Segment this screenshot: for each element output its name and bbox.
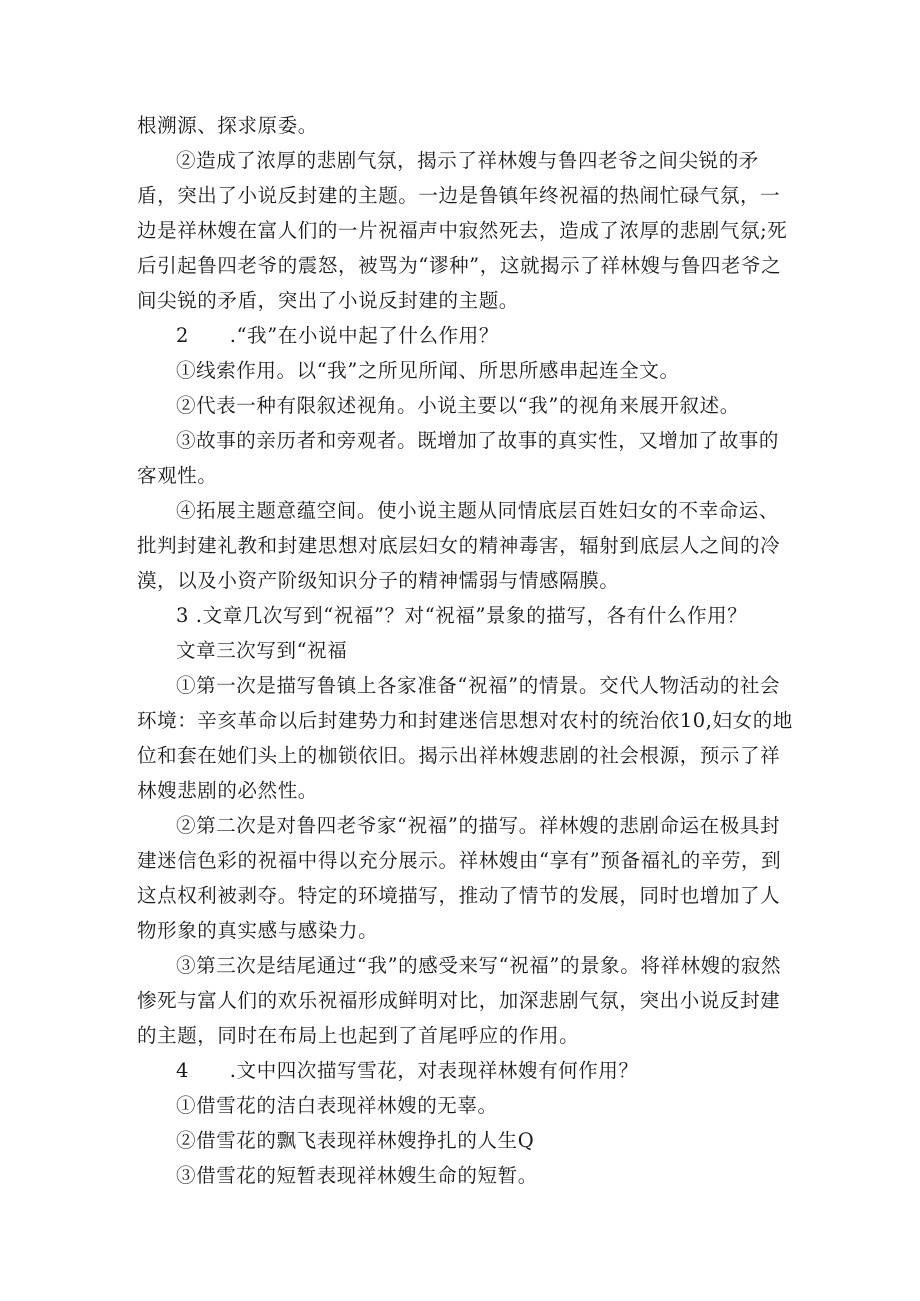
paragraph: ③借雪花的短暂表现祥林嫂生命的短暂。 [176,1164,538,1187]
paragraph: ③第三次是结尾通过“我”的感受来写“祝福”的景象。将祥林嫂的寂然惨死与富人们的欢乐祝福形成鲜明对比，加深悲剧气氛，突出小说反封建的主题，同时在布局上也起到了首尾呼应的作用。 [137,954,782,1047]
paragraph: ①第一次是描写鲁镇上各家准备“祝福”的情景。交代人物活动的社会环境：辛亥革命以后封建势力和封建迷信思想对农村的统治依10,妇女的地位和套在她们头上的枷锁依旧。揭示出祥林嫂悲剧的社会根源，预示了祥林嫂悲剧的必然性。 [137,674,793,802]
paragraph: 文章三次写到“祝福 [176,639,348,662]
paragraph: ②造成了浓厚的悲剧气氛，揭示了祥林嫂与鲁四老爷之间尖锐的矛盾，突出了小说反封建的主题。一边是鲁镇年终祝福的热闹忙碌气氛，一边是祥林嫂在富人们的一片祝福声中寂然死去，造成了浓厚的悲剧气氛;死后引起鲁四老爷的震怒，被骂为“谬种”，这就揭示了祥林嫂与鲁四老爷之间尖锐的矛盾，突出了小说反封建的主题。 [137,149,788,312]
paragraph: ②第二次是对鲁四老爷家“祝福”的描写。祥林嫂的悲剧命运在极具封建迷信色彩的祝福中得以充分展示。祥林嫂由“享有”预备福礼的辛劳，到这点权利被剥夺。特定的环境描写，推动了情节的发展，同时也增加了人物形象的真实感与感染力。 [137,814,782,942]
paragraph: ①线索作用。以“我”之所见所闻、所思所感串起连全文。 [176,359,680,382]
paragraph: 根溯源、探求原委。 [137,114,318,137]
paragraph: ③故事的亲历者和旁观者。既增加了故事的真实性，又增加了故事的客观性。 [137,429,780,487]
document-body [137,108,797,1193]
paragraph: ②借雪花的飘飞表现祥林嫂挣扎的人生Q [176,1129,535,1152]
paragraph: ①借雪花的洁白表现祥林嫂的无辜。 [176,1094,498,1117]
question-heading: 4 .文中四次描写雪花，对表现祥林嫂有何作用？ [176,1059,639,1082]
paragraph: ④拓展主题意蕴空间。使小说主题从同情底层百姓妇女的不幸命运、批判封建礼教和封建思想对底层妇女的精神毒害，辐射到底层人之间的冷漠，以及小资产阶级知识分子的精神懦弱与情感隔膜。 [137,499,781,592]
question-heading: 2 .“我”在小说中起了什么作用？ [176,324,499,347]
question-heading: 3 .文章几次写到“祝福”？对“祝福”景象的描写，各有什么作用？ [176,604,748,627]
paragraph: ②代表一种有限叙述视角。小说主要以“我”的视角来展开叙述。 [176,394,740,417]
